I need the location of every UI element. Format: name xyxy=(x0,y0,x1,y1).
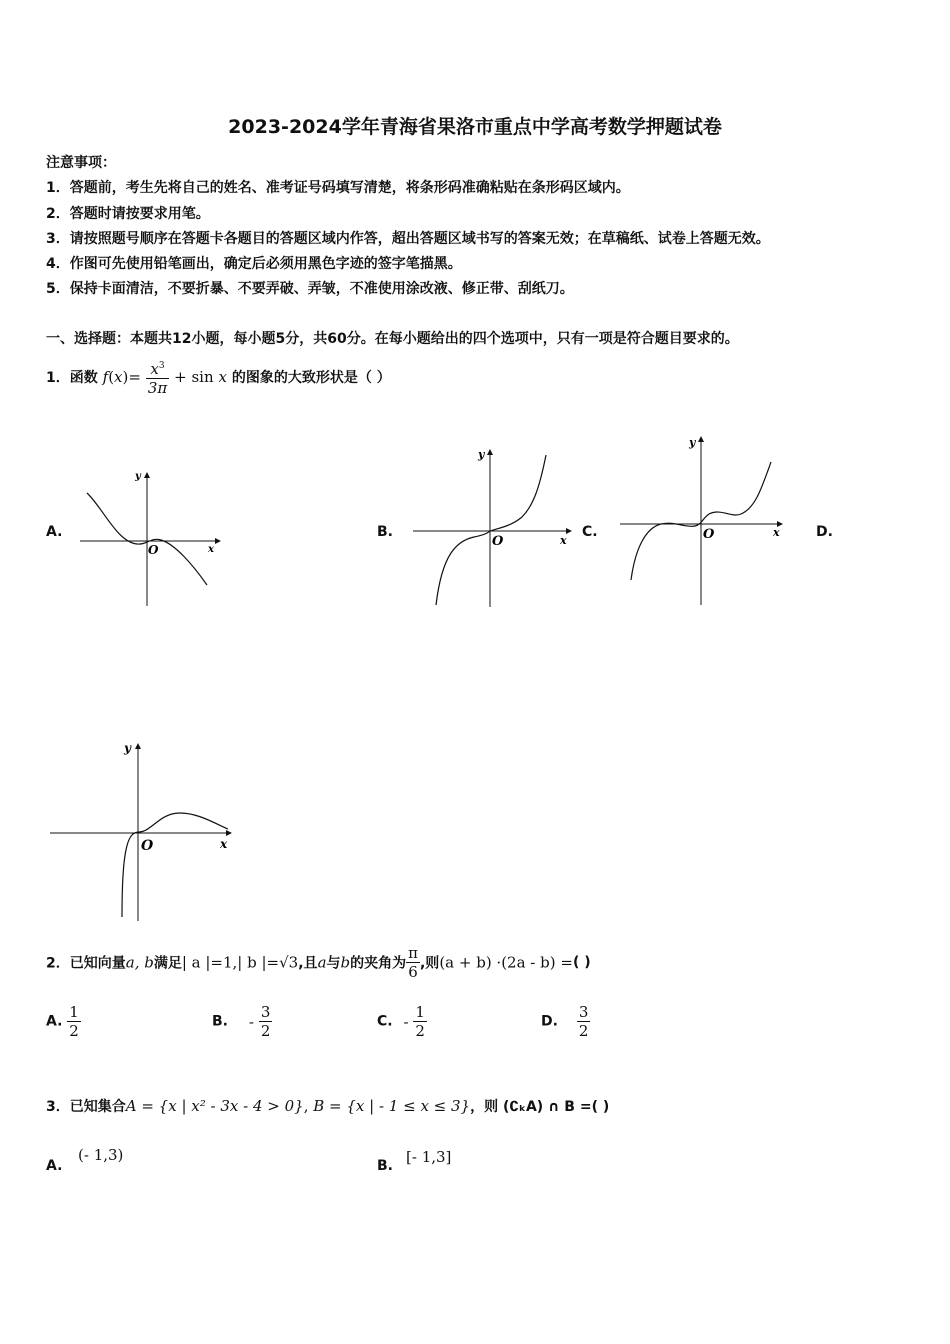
q2-expression: (a + b) ·(2a - b) = xyxy=(439,953,573,972)
q1-option-c-label: C. xyxy=(582,524,598,540)
q2-option-label: A. xyxy=(46,1013,63,1030)
q2-with: 与 xyxy=(326,955,341,972)
notice-item: 2．答题时请按要求用笔。 xyxy=(46,206,210,222)
graph-b-y-label: y xyxy=(478,448,485,461)
q2-option-d xyxy=(541,1003,590,1040)
notice-item: 3．请按照题号顺序在答题卡各题目的答题区域内作答，超出答题区域书写的答案无效；在草稿纸、试卷上答题无效。 xyxy=(46,231,770,247)
graph-d-x-label: x xyxy=(220,837,228,851)
q1-num-exp: 3 xyxy=(158,361,165,371)
q1-graph-d xyxy=(48,735,248,925)
q1-sin-var: x xyxy=(218,368,227,386)
graph-c-y-label: y xyxy=(689,436,696,449)
graph-c-x-label: x xyxy=(773,526,780,539)
q2-option-sign: - xyxy=(248,1012,254,1031)
q2-option-den: 2 xyxy=(578,1022,589,1040)
question-1: 1．函数 f(x)= $\frac{x^3}{3\pi}$ + sin x 的图象的大致形状是（ ） xyxy=(46,357,391,397)
graph-b-origin-label: O xyxy=(492,534,504,549)
q2-angle-word: 的夹角为 xyxy=(350,955,407,972)
q1-option-a-label: A. xyxy=(46,524,63,540)
q2-option-b xyxy=(212,1003,272,1040)
q1-plus-sin: + sin xyxy=(174,368,214,386)
q1-fraction xyxy=(146,357,169,397)
notice-item: 1．答题前，考生先将自己的姓名、准考证号码填写清楚，将条形码准确粘贴在条形码区域内。 xyxy=(46,180,630,196)
graph-d-y-label: y xyxy=(124,741,131,755)
q1-num: x xyxy=(150,360,159,378)
question-2 xyxy=(46,944,591,981)
q3-option-b-value: [- 1,3] xyxy=(406,1148,452,1166)
q1-suffix: 的图象的大致形状是（ ） xyxy=(231,370,391,386)
q2-b: b xyxy=(340,953,351,972)
q3-option-a-label: A. xyxy=(46,1158,63,1174)
q2-option-den: 2 xyxy=(415,1022,425,1040)
q2-condition: | a |=1,| b |=√3 xyxy=(181,953,299,972)
q2-a: a xyxy=(317,953,327,972)
q3-prefix: 3．已知集合 xyxy=(46,1099,126,1115)
q3-set-a: A = {x | x² - 3x - 4 > 0} xyxy=(125,1097,304,1115)
q2-option-a xyxy=(46,1003,81,1040)
graph-a-y-label: y xyxy=(135,471,141,482)
q1-den: 3π xyxy=(147,379,168,397)
q2-option-num: 3 xyxy=(260,1003,271,1021)
q3-sep: , xyxy=(303,1097,314,1115)
q1-eq: = xyxy=(128,368,141,386)
q3-suffix: ，则 (∁ₖA) ∩ B =( ) xyxy=(470,1099,610,1115)
q1-graph-a xyxy=(75,460,225,610)
q3-option-a-value: (- 1,3) xyxy=(78,1146,124,1164)
q2-paren: ( ) xyxy=(572,954,591,971)
q2-option-num: 3 xyxy=(578,1003,589,1021)
q2-option-den: 2 xyxy=(69,1022,79,1040)
q1-option-b-label: B. xyxy=(377,524,393,540)
q2-option-c xyxy=(377,1003,427,1040)
graph-d-origin-label: O xyxy=(141,838,154,854)
q2-option-label: C. xyxy=(377,1013,393,1030)
q1-graph-c xyxy=(615,430,790,610)
graph-a-origin-label: O xyxy=(148,543,159,557)
notice-item: 5．保持卡面清洁，不要折暴、不要弄破、弄皱，不准使用涂改液、修正带、刮纸刀。 xyxy=(46,281,574,297)
q2-then: ,则 xyxy=(419,955,440,972)
notice-heading: 注意事项： xyxy=(46,155,116,171)
q2-vars: a, b xyxy=(125,953,154,972)
graph-c-origin-label: O xyxy=(703,527,715,542)
q2-option-den: 2 xyxy=(260,1022,271,1040)
q1-graph-b xyxy=(408,445,578,610)
q3-option-b-label: B. xyxy=(377,1158,393,1174)
q2-and: ,且 xyxy=(298,955,318,972)
q1-option-d-label: D. xyxy=(816,524,833,540)
q2-option-num: 1 xyxy=(69,1003,79,1021)
q2-option-sign: - xyxy=(403,1012,409,1031)
q1-func-var: x xyxy=(114,368,123,386)
q2-option-label: D. xyxy=(541,1013,558,1030)
q2-cond-word: 满足 xyxy=(153,955,182,972)
question-3 xyxy=(46,1096,609,1116)
q2-angle-num: π xyxy=(408,944,418,962)
q3-set-b: B = {x | - 1 ≤ x ≤ 3} xyxy=(313,1097,471,1115)
notice-item: 4．作图可先使用铅笔画出，确定后必须用黑色字迹的签字笔描黑。 xyxy=(46,256,462,272)
q2-option-num: 1 xyxy=(415,1003,425,1021)
q2-angle xyxy=(406,944,420,981)
section-heading: 一、选择题：本题共12小题，每小题5分，共60分。在每小题给出的四个选项中，只有一项是符合题目要求的。 xyxy=(46,331,739,347)
graph-b-x-label: x xyxy=(560,534,567,547)
q1-prefix: 1．函数 xyxy=(46,370,98,386)
graph-a-x-label: x xyxy=(208,544,214,555)
q1-func-name: f xyxy=(102,368,109,386)
q2-prefix: 2．已知向量 xyxy=(46,955,126,972)
q2-angle-den: 6 xyxy=(408,963,418,981)
page-title: 2023-2024学年青海省果洛市重点中学高考数学押题试卷 xyxy=(228,116,722,138)
q2-option-label: B. xyxy=(212,1013,228,1030)
